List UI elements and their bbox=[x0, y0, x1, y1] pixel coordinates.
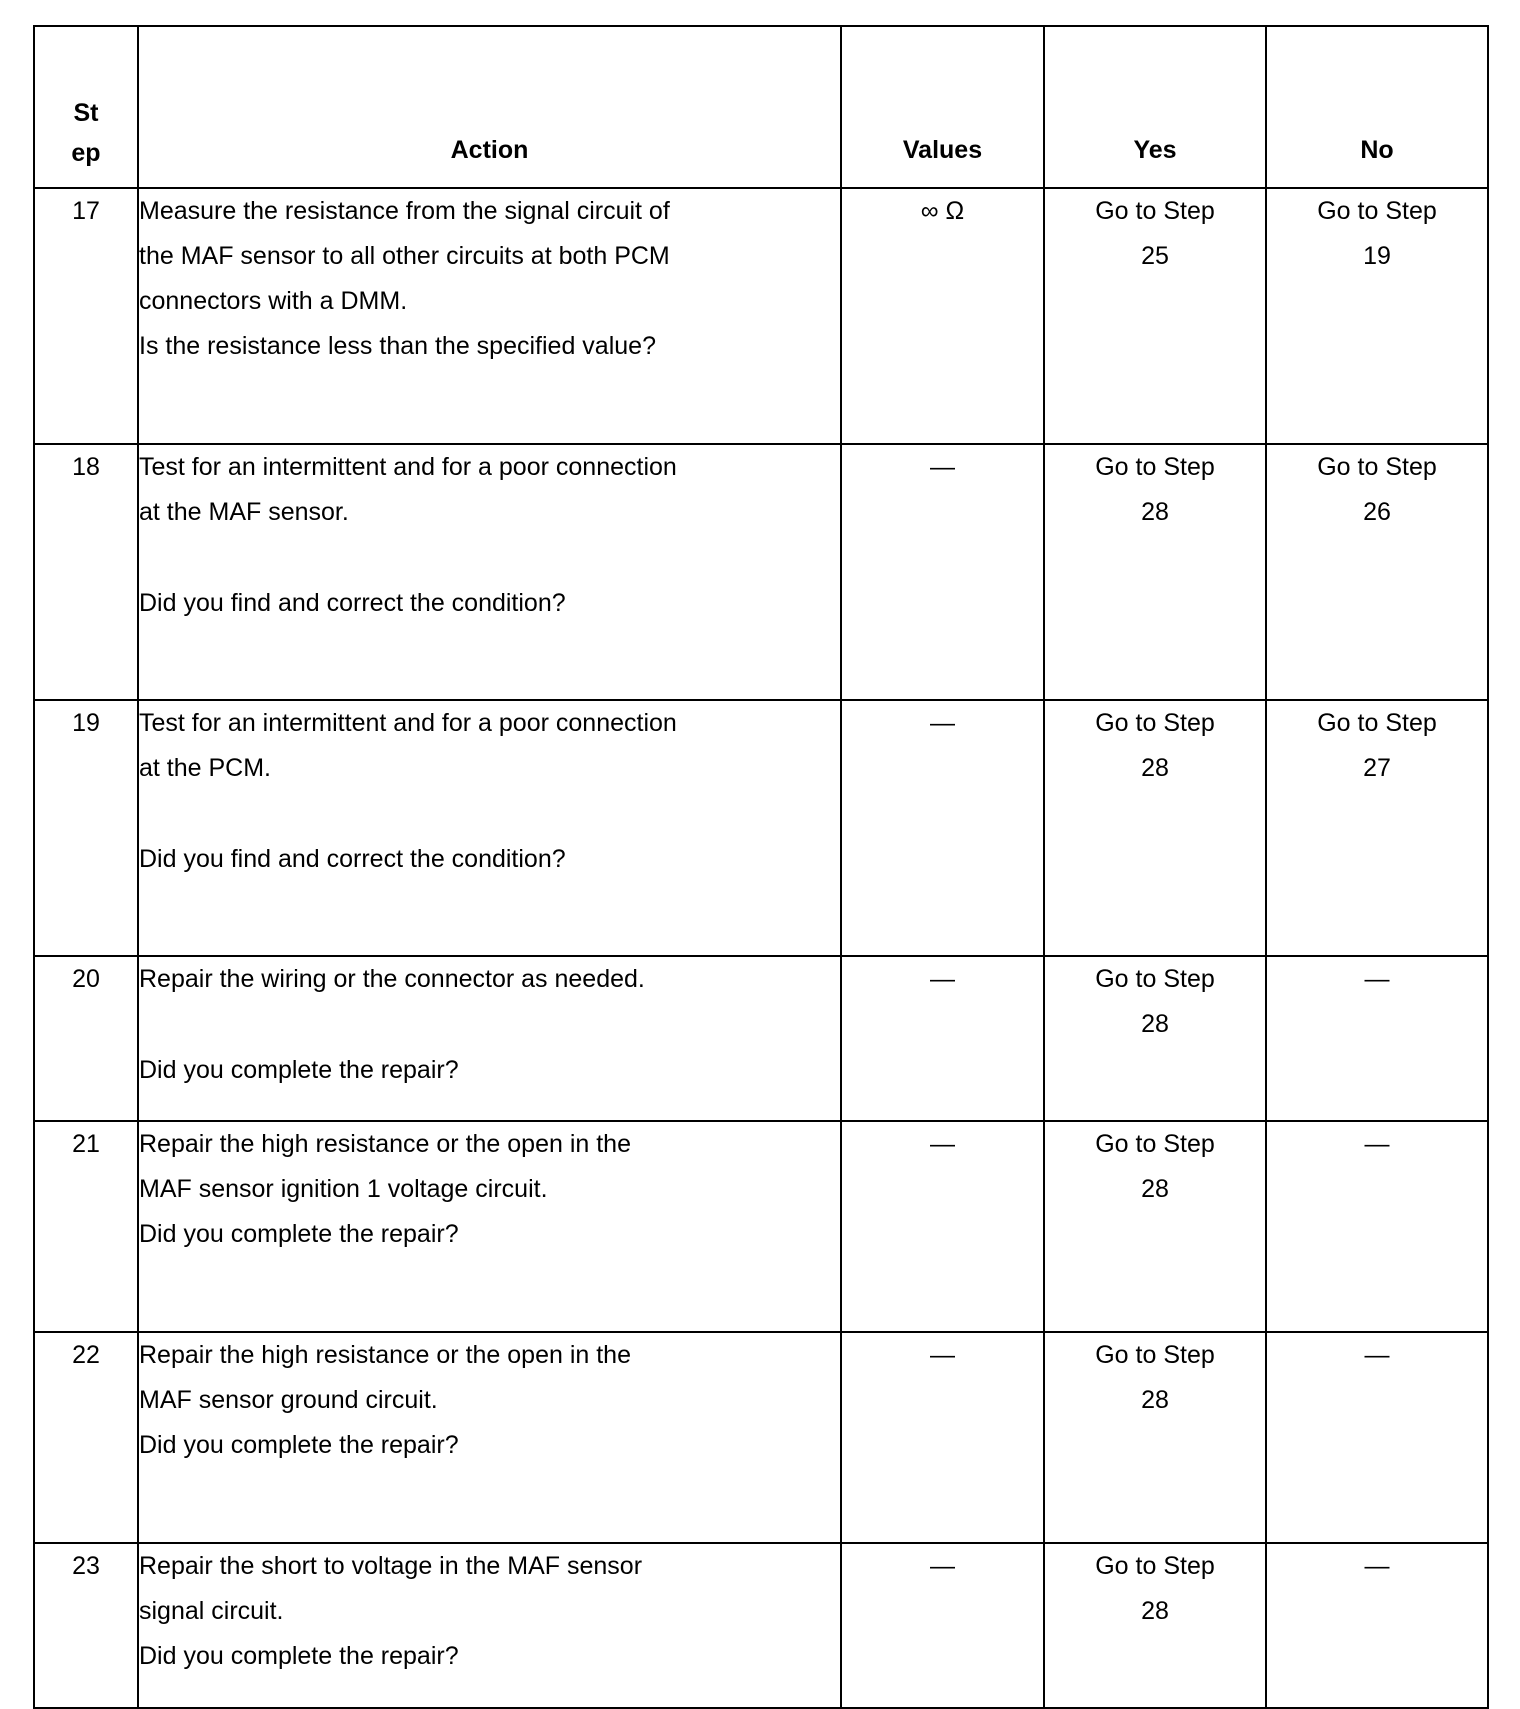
yes-goto-label: Go to Step bbox=[1095, 197, 1215, 225]
no-goto-step: 19 bbox=[1363, 242, 1391, 270]
no-cell bbox=[1266, 1543, 1488, 1708]
header-step-line1: St bbox=[73, 99, 99, 127]
action-question: Did you find and correct the condition? bbox=[139, 589, 566, 617]
action-line: the MAF sensor to all other circuits at both PCM bbox=[139, 242, 670, 270]
action-cell bbox=[138, 1121, 841, 1332]
values-cell: — bbox=[841, 1121, 1044, 1332]
no-cell bbox=[1266, 444, 1488, 700]
no-cell bbox=[1266, 1332, 1488, 1543]
header-no: No bbox=[1266, 26, 1488, 188]
values-cell: — bbox=[841, 1543, 1044, 1708]
action-line: Test for an intermittent and for a poor connection bbox=[139, 709, 677, 737]
no-cell bbox=[1266, 956, 1488, 1121]
yes-goto-step: 25 bbox=[1141, 242, 1169, 270]
yes-cell bbox=[1044, 444, 1266, 700]
action-line: Repair the wiring or the connector as needed. bbox=[139, 965, 645, 993]
action-line: Repair the high resistance or the open in the bbox=[139, 1341, 631, 1369]
no-goto-label: Go to Step bbox=[1317, 453, 1437, 481]
yes-goto-label: Go to Step bbox=[1095, 453, 1215, 481]
no-dash: — bbox=[1364, 1341, 1390, 1369]
values-cell: — bbox=[841, 1332, 1044, 1543]
no-cell bbox=[1266, 188, 1488, 444]
no-dash: — bbox=[1364, 965, 1390, 993]
action-cell bbox=[138, 444, 841, 700]
action-line: at the MAF sensor. bbox=[139, 498, 349, 526]
no-goto-label: Go to Step bbox=[1317, 709, 1437, 737]
values-cell: — bbox=[841, 956, 1044, 1121]
table-row bbox=[34, 700, 1488, 956]
header-values: Values bbox=[841, 26, 1044, 188]
action-line: connectors with a DMM. bbox=[139, 287, 408, 315]
action-cell bbox=[138, 1543, 841, 1708]
no-cell bbox=[1266, 1121, 1488, 1332]
action-line: at the PCM. bbox=[139, 754, 271, 782]
table-row bbox=[34, 188, 1488, 444]
action-question: Did you complete the repair? bbox=[139, 1220, 459, 1248]
step-number: 22 bbox=[34, 1332, 138, 1543]
step-number: 20 bbox=[34, 956, 138, 1121]
action-cell bbox=[138, 956, 841, 1121]
yes-goto-label: Go to Step bbox=[1095, 1130, 1215, 1158]
action-line: Repair the high resistance or the open in the bbox=[139, 1130, 631, 1158]
no-goto-step: 26 bbox=[1363, 498, 1391, 526]
yes-goto-step: 28 bbox=[1141, 1175, 1169, 1203]
action-question: Is the resistance less than the specified value? bbox=[139, 332, 656, 360]
action-question: Did you complete the repair? bbox=[139, 1056, 459, 1084]
action-question: Did you find and correct the condition? bbox=[139, 845, 566, 873]
yes-goto-step: 28 bbox=[1141, 754, 1169, 782]
yes-cell bbox=[1044, 1121, 1266, 1332]
step-number: 18 bbox=[34, 444, 138, 700]
yes-goto-label: Go to Step bbox=[1095, 709, 1215, 737]
step-number: 17 bbox=[34, 188, 138, 444]
table-row bbox=[34, 1332, 1488, 1543]
action-cell bbox=[138, 1332, 841, 1543]
header-row bbox=[34, 26, 1488, 188]
action-cell bbox=[138, 188, 841, 444]
step-number: 23 bbox=[34, 1543, 138, 1708]
yes-goto-step: 28 bbox=[1141, 498, 1169, 526]
no-goto-step: 27 bbox=[1363, 754, 1391, 782]
action-line: Test for an intermittent and for a poor connection bbox=[139, 453, 677, 481]
yes-cell bbox=[1044, 188, 1266, 444]
action-line: Repair the short to voltage in the MAF sensor bbox=[139, 1552, 643, 1580]
yes-goto-label: Go to Step bbox=[1095, 1552, 1215, 1580]
action-question: Did you complete the repair? bbox=[139, 1642, 459, 1670]
header-action: Action bbox=[138, 26, 841, 188]
yes-cell bbox=[1044, 1332, 1266, 1543]
yes-goto-label: Go to Step bbox=[1095, 965, 1215, 993]
table-row bbox=[34, 1543, 1488, 1708]
yes-cell bbox=[1044, 956, 1266, 1121]
yes-cell bbox=[1044, 1543, 1266, 1708]
values-cell: ∞ Ω bbox=[841, 188, 1044, 444]
yes-goto-step: 28 bbox=[1141, 1010, 1169, 1038]
yes-cell bbox=[1044, 700, 1266, 956]
table-row bbox=[34, 956, 1488, 1121]
values-cell: — bbox=[841, 700, 1044, 956]
header-yes: Yes bbox=[1044, 26, 1266, 188]
action-question: Did you complete the repair? bbox=[139, 1431, 459, 1459]
action-line: Measure the resistance from the signal circuit of bbox=[139, 197, 670, 225]
no-goto-label: Go to Step bbox=[1317, 197, 1437, 225]
table-row bbox=[34, 1121, 1488, 1332]
action-line: MAF sensor ground circuit. bbox=[139, 1386, 438, 1414]
action-cell bbox=[138, 700, 841, 956]
step-number: 21 bbox=[34, 1121, 138, 1332]
table-row bbox=[34, 444, 1488, 700]
header-step bbox=[34, 26, 138, 188]
no-dash: — bbox=[1364, 1552, 1390, 1580]
action-line: MAF sensor ignition 1 voltage circuit. bbox=[139, 1175, 548, 1203]
yes-goto-step: 28 bbox=[1141, 1597, 1169, 1625]
header-step-line2: ep bbox=[71, 139, 101, 167]
yes-goto-step: 28 bbox=[1141, 1386, 1169, 1414]
no-cell bbox=[1266, 700, 1488, 956]
action-line: signal circuit. bbox=[139, 1597, 284, 1625]
step-number: 19 bbox=[34, 700, 138, 956]
yes-goto-label: Go to Step bbox=[1095, 1341, 1215, 1369]
no-dash: — bbox=[1364, 1130, 1390, 1158]
values-cell: — bbox=[841, 444, 1044, 700]
diagnostic-table bbox=[33, 25, 1489, 1709]
